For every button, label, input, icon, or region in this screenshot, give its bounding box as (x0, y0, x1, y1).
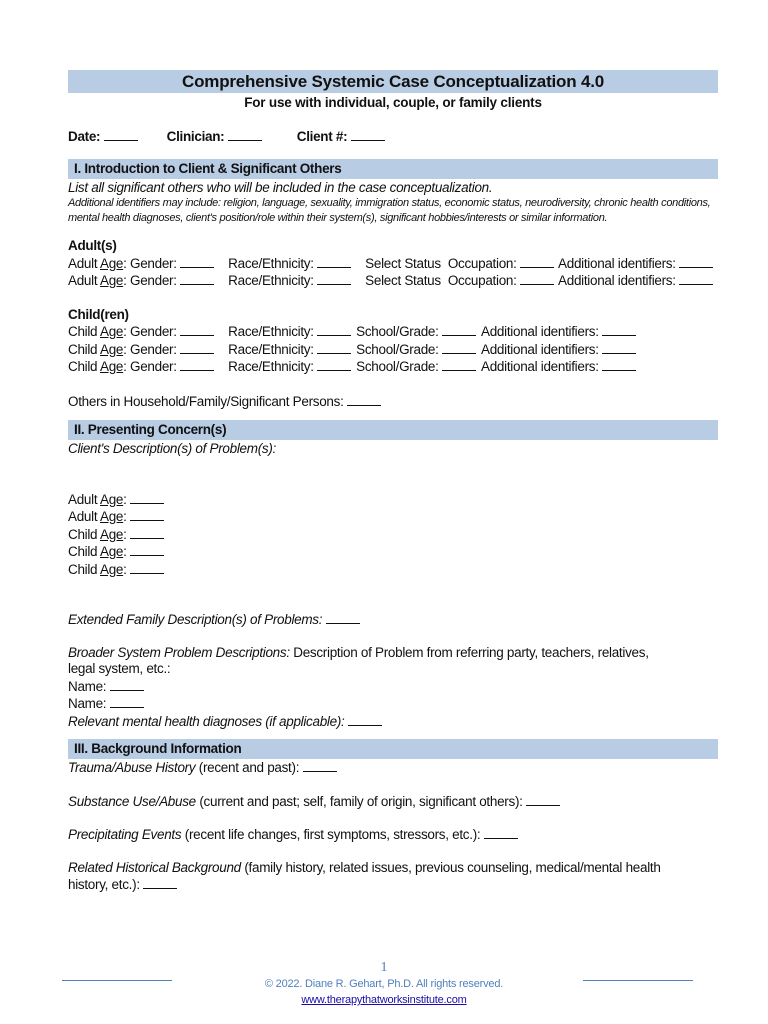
occupation-label: Occupation: (447, 255, 517, 271)
section-2-heading: II. Presenting Concern(s) (68, 420, 718, 440)
broader-system-row (68, 645, 668, 678)
gender-label: : Gender: (123, 341, 177, 357)
precipitating-label: Precipitating Events (68, 827, 182, 842)
person-prefix: Child (68, 526, 98, 542)
document-title: Comprehensive Systemic Case Conceptualization 4.0 (182, 72, 604, 91)
name-label: Name: (68, 678, 107, 694)
broader-system-text: Description of Problem from referring party, teachers, relatives, legal system, etc.: (68, 644, 649, 676)
race-field[interactable] (317, 323, 351, 336)
history-text: (family history, related issues, previous counseling, medical/mental health history, etc.): (68, 859, 661, 892)
others-field[interactable] (347, 393, 381, 406)
document-page (68, 70, 718, 894)
child-row (68, 341, 718, 359)
adult-prefix: Adult (68, 273, 98, 288)
document-subtitle: For use with individual, couple, or family clients (244, 95, 542, 110)
substance-label: Substance Use/Abuse (68, 793, 196, 809)
age-row: Child Age: (68, 561, 718, 579)
race-label: Race/Ethnicity: (228, 273, 314, 288)
page-number: 1 (380, 960, 388, 975)
client-number-label: Client #: (296, 129, 348, 144)
child-prefix: Child (68, 359, 98, 374)
child-row (68, 358, 718, 376)
name-row-1 (68, 678, 718, 696)
age-field[interactable] (130, 508, 164, 521)
title-bar (68, 70, 718, 93)
additional-identifiers-field[interactable] (602, 323, 636, 336)
extended-family-label: Extended Family Description(s) of Problems: (68, 612, 323, 627)
school-field[interactable] (442, 341, 476, 354)
diagnoses-row (68, 713, 718, 731)
additional-identifiers-label: Additional identifiers: (558, 255, 676, 271)
school-label: School/Grade: (356, 324, 439, 339)
trauma-text: (recent and past): (198, 760, 300, 775)
gender-field[interactable] (180, 255, 214, 268)
age-row: Child Age: (68, 543, 718, 561)
trauma-label: Trauma/Abuse History (68, 760, 196, 775)
trauma-row (68, 759, 718, 777)
school-label: School/Grade: (356, 341, 439, 357)
person-prefix: Adult (68, 491, 98, 507)
status-select[interactable]: Select Status (365, 255, 441, 271)
substance-field[interactable] (526, 793, 560, 806)
gender-label: : Gender: (123, 273, 177, 288)
school-label: School/Grade: (356, 359, 439, 374)
age-label: Age (100, 273, 124, 288)
section-1-heading: I. Introduction to Client & Significant Others (68, 159, 718, 179)
section-3-heading: III. Background Information (68, 739, 718, 759)
adult-row (68, 272, 718, 290)
precipitating-text: (recent life changes, first symptoms, stressors, etc.): (184, 827, 481, 842)
gender-field[interactable] (180, 358, 214, 371)
race-label: Race/Ethnicity: (228, 359, 314, 374)
age-label: Age (99, 544, 124, 559)
trauma-field[interactable] (303, 759, 337, 772)
name-field[interactable] (110, 695, 144, 708)
age-label: Age (99, 561, 124, 577)
clinician-field[interactable] (228, 128, 262, 141)
gender-label: : Gender: (123, 324, 177, 339)
age-rows (68, 491, 718, 579)
gender-field[interactable] (180, 272, 214, 285)
age-row: Child Age: (68, 526, 718, 544)
age-label: Age (99, 324, 124, 339)
history-field[interactable] (143, 876, 177, 889)
additional-identifiers-label: Additional identifiers: (481, 341, 599, 357)
meta-row (68, 128, 718, 146)
name-row-2 (68, 695, 718, 713)
race-field[interactable] (317, 255, 351, 268)
gender-field[interactable] (180, 323, 214, 336)
website-link[interactable]: www.therapythatworksinstitute.com (301, 994, 467, 1006)
adult-prefix: Adult (68, 255, 98, 271)
additional-identifiers-label: Additional identifiers: (558, 273, 676, 288)
age-field[interactable] (130, 491, 164, 504)
age-field[interactable] (130, 561, 164, 574)
adult-row (68, 255, 718, 273)
additional-identifiers-field[interactable] (602, 341, 636, 354)
clinician-label: Clinician: (166, 129, 225, 144)
race-field[interactable] (317, 358, 351, 371)
age-label: Age (99, 341, 124, 357)
additional-identifiers-field[interactable] (679, 272, 713, 285)
date-label: Date: (68, 129, 101, 144)
age-label: Age (99, 359, 124, 374)
gender-field[interactable] (180, 341, 214, 354)
footer (0, 960, 768, 1008)
substance-text: (current and past; self, family of origin, significant others): (199, 793, 523, 809)
occupation-field[interactable] (520, 255, 554, 268)
broader-system-label: Broader System Problem Descriptions: (68, 644, 290, 660)
substance-row (68, 793, 718, 811)
status-select[interactable]: Select Status (365, 273, 441, 288)
additional-identifiers-field[interactable] (679, 255, 713, 268)
age-row: Adult Age: (68, 491, 718, 509)
name-label: Name: (68, 696, 107, 711)
child-prefix: Child (68, 324, 98, 339)
additional-identifiers-label: Additional identifiers: (481, 324, 599, 339)
precipitating-row (68, 826, 718, 844)
child-prefix: Child (68, 341, 98, 357)
age-label: Age (99, 526, 124, 542)
age-label: Age (100, 255, 124, 271)
others-row (68, 393, 718, 411)
race-label: Race/Ethnicity: (228, 324, 314, 339)
school-field[interactable] (442, 358, 476, 371)
occupation-label: Occupation: (447, 273, 517, 288)
age-row: Adult Age: (68, 508, 718, 526)
child-row (68, 323, 718, 341)
age-label: Age (100, 509, 124, 524)
adult-rows (68, 255, 718, 290)
diagnoses-label: Relevant mental health diagnoses (if applicable): (68, 713, 345, 729)
person-prefix: Adult (68, 509, 98, 524)
age-field[interactable] (130, 543, 164, 556)
others-label: Others in Household/Family/Significant Persons: (68, 393, 344, 409)
section-1-note: Additional identifiers may include: religion, language, sexuality, immigration status, economic status, neurodiversity, chronic health conditions, mental health diagnoses, client's position/role within their system(s), significant hobbies/interests or similar information. (68, 197, 711, 224)
client-description-label: Client's Description(s) of Problem(s): (68, 441, 276, 456)
precipitating-field[interactable] (484, 826, 518, 839)
race-field[interactable] (317, 272, 351, 285)
adults-heading: Adult(s) (68, 238, 117, 253)
history-row (68, 860, 698, 894)
gender-label: : Gender: (123, 359, 177, 374)
age-field[interactable] (130, 526, 164, 539)
extended-family-field[interactable] (326, 611, 360, 624)
diagnoses-field[interactable] (348, 713, 382, 726)
name-field[interactable] (110, 678, 144, 691)
occupation-field[interactable] (520, 272, 554, 285)
client-number-field[interactable] (351, 128, 385, 141)
race-label: Race/Ethnicity: (228, 255, 314, 271)
gender-label: : Gender: (123, 255, 177, 271)
race-label: Race/Ethnicity: (228, 341, 314, 357)
section-1-intro: List all significant others who will be included in the case conceptualization. (68, 179, 493, 195)
additional-identifiers-label: Additional identifiers: (481, 359, 599, 374)
school-field[interactable] (442, 323, 476, 336)
date-field[interactable] (104, 128, 138, 141)
person-prefix: Child (68, 544, 98, 559)
age-label: Age (100, 491, 124, 507)
history-label: Related Historical Background (68, 859, 241, 875)
child-rows (68, 323, 718, 376)
person-prefix: Child (68, 561, 98, 577)
additional-identifiers-field[interactable] (602, 358, 636, 371)
race-field[interactable] (317, 341, 351, 354)
children-heading: Child(ren) (68, 306, 129, 322)
extended-family-row (68, 611, 718, 629)
copyright: © 2022. Diane R. Gehart, Ph.D. All rights reserved. (264, 978, 504, 990)
